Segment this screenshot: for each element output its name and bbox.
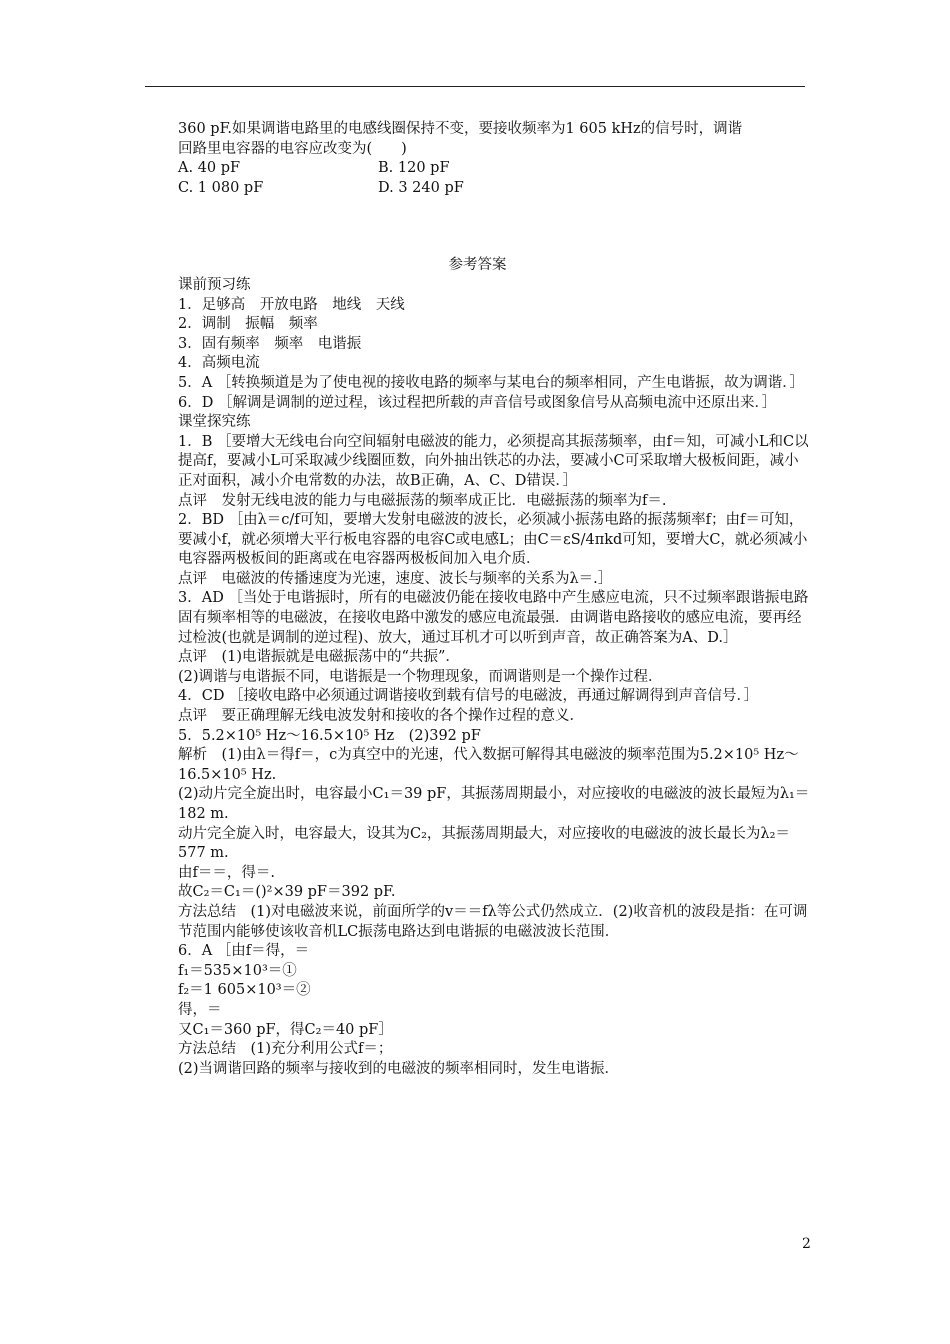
answer-line: 由f＝＝，得＝. <box>178 864 275 881</box>
answer-line: 6．A ［由f＝得，＝ <box>178 943 310 960</box>
answer-line: 点评 要正确理解无线电波发射和接收的各个操作过程的意义． <box>178 708 584 725</box>
document-body <box>145 120 810 1079</box>
header-rule <box>145 86 805 87</box>
answer-line: 3．固有频率 频率 电谐振 <box>178 335 362 352</box>
answer-line: 5．A ［转换频道是为了使电视的接收电路的频率与某电台的频率相同，产生电谐振，故为调谐．］ <box>178 374 805 391</box>
answer-line: 得，＝ <box>178 1001 222 1018</box>
option-a: A. 40 pF <box>178 160 241 177</box>
question-text: 360 pF.如果调谐电路里的电感线圈保持不变，要接收频率为1 605 kHz的信号时，调谐 <box>178 121 743 137</box>
option-d: D. 3 240 pF <box>378 179 464 196</box>
answer-line: f₁＝535×10³＝① <box>178 962 297 979</box>
answer-line: 方法总结 (1)对电磁波来说，前面所学的v＝＝fλ等公式仍然成立．(2)收音机的波段是指：在可调节范围内能够使该收音机LC振荡电路达到电谐振的电磁波波长范围． <box>178 903 808 940</box>
answer-line: 3．AD ［当处于电谐振时，所有的电磁波仍能在接收电路中产生感应电流，只不过频率跟谐振电路固有频率相等的电磁波，在接收电路中激发的感应电流最强．由调谐电路接收的感应电流，要再经过检波(也就是调制的逆过程)、放大，通过耳机才可以听到声音，故正确答案为A、D.］ <box>178 590 809 646</box>
answer-line: 4．高频电流 <box>178 355 260 372</box>
answer-line: 课前预习练 <box>178 276 251 293</box>
answer-line: 1．足够高 开放电路 地线 天线 <box>178 296 405 313</box>
answer-line: 1．B ［要增大无线电台向空间辐射电磁波的能力，必须提高其振荡频率，由f＝知，可减小L和C以提高f，要减小L可采取减少线圈匝数，向外抽出铁芯的办法，要减小C可采取增大极板间距，减小正对面积，减小介电常数的办法，故B正确，A、C、D错误．］ <box>178 433 809 489</box>
answer-line: (2)当调谐回路的频率与接收到的电磁波的频率相同时，发生电谐振． <box>178 1060 620 1077</box>
answer-line: f₂＝1 605×10³＝② <box>178 982 311 999</box>
option-c: C. 1 080 pF <box>178 179 264 196</box>
answer-line: 又C₁＝360 pF，得C₂＝40 pF］ <box>178 1021 393 1038</box>
option-b: B. 120 pF <box>378 160 450 177</box>
answer-line: 方法总结 (1)充分利用公式f＝； <box>178 1041 393 1058</box>
answer-line: 动片完全旋入时，电容最大，设其为C₂，其振荡周期最大，对应接收的电磁波的波长最长为λ₂＝577 m. <box>178 825 790 862</box>
answer-line: 4．CD ［接收电路中必须通过调谐接收到载有信号的电磁波，再通过解调得到声音信号．］ <box>178 688 759 705</box>
question-text-cont: 回路里电容器的电容应改变为( ) <box>178 140 407 157</box>
answer-line: 2．BD ［由λ＝c/f可知，要增大发射电磁波的波长，必须减小振荡电路的振荡频率f；由f＝可知，要减小f，就必须增大平行板电容器的电容C或电感L；由C＝εS/4πkd可知，要增大C，就必须减小电容器两极板间的距离或在电容器两极板间加入电介质． <box>178 512 808 568</box>
options-row-2 <box>145 179 810 199</box>
answers-title: 参考答案 <box>448 257 507 274</box>
answer-line: 2．调制 振幅 频率 <box>178 316 318 333</box>
answer-line: 解析 (1)由λ＝得f＝，c为真空中的光速，代入数据可解得其电磁波的频率范围为5.2×10⁵ Hz～16.5×10⁵ Hz. <box>178 747 799 783</box>
page-number: 2 <box>802 1236 811 1252</box>
answer-line: 点评 (1)电谐振就是电磁振荡中的“共振”． <box>178 649 460 666</box>
answer-line: (2)调谐与电谐振不同，电谐振是一个物理现象，而调谐则是一个操作过程． <box>178 668 663 685</box>
answer-line: 点评 电磁波的传播速度为光速，速度、波长与频率的关系为λ＝.］ <box>178 570 613 587</box>
answer-line: 点评 发射无线电波的能力与电磁振荡的频率成正比．电磁振荡的频率为f＝. <box>178 492 667 509</box>
answer-line: 故C₂＝C₁＝()²×39 pF＝392 pF. <box>178 884 396 901</box>
answer-line: 课堂探究练 <box>178 414 251 431</box>
answer-list <box>145 276 810 1079</box>
answer-line: (2)动片完全旋出时，电容最小C₁＝39 pF，其振荡周期最小，对应接收的电磁波的波长最短为λ₁＝182 m. <box>178 786 810 822</box>
answer-line: 6．D ［解调是调制的逆过程，该过程把所载的声音信号或图象信号从高频电流中还原出来．］ <box>178 394 777 411</box>
answer-line: 5．5.2×10⁵ Hz～16.5×10⁵ Hz (2)392 pF <box>178 727 481 744</box>
options-row-1 <box>145 159 810 179</box>
